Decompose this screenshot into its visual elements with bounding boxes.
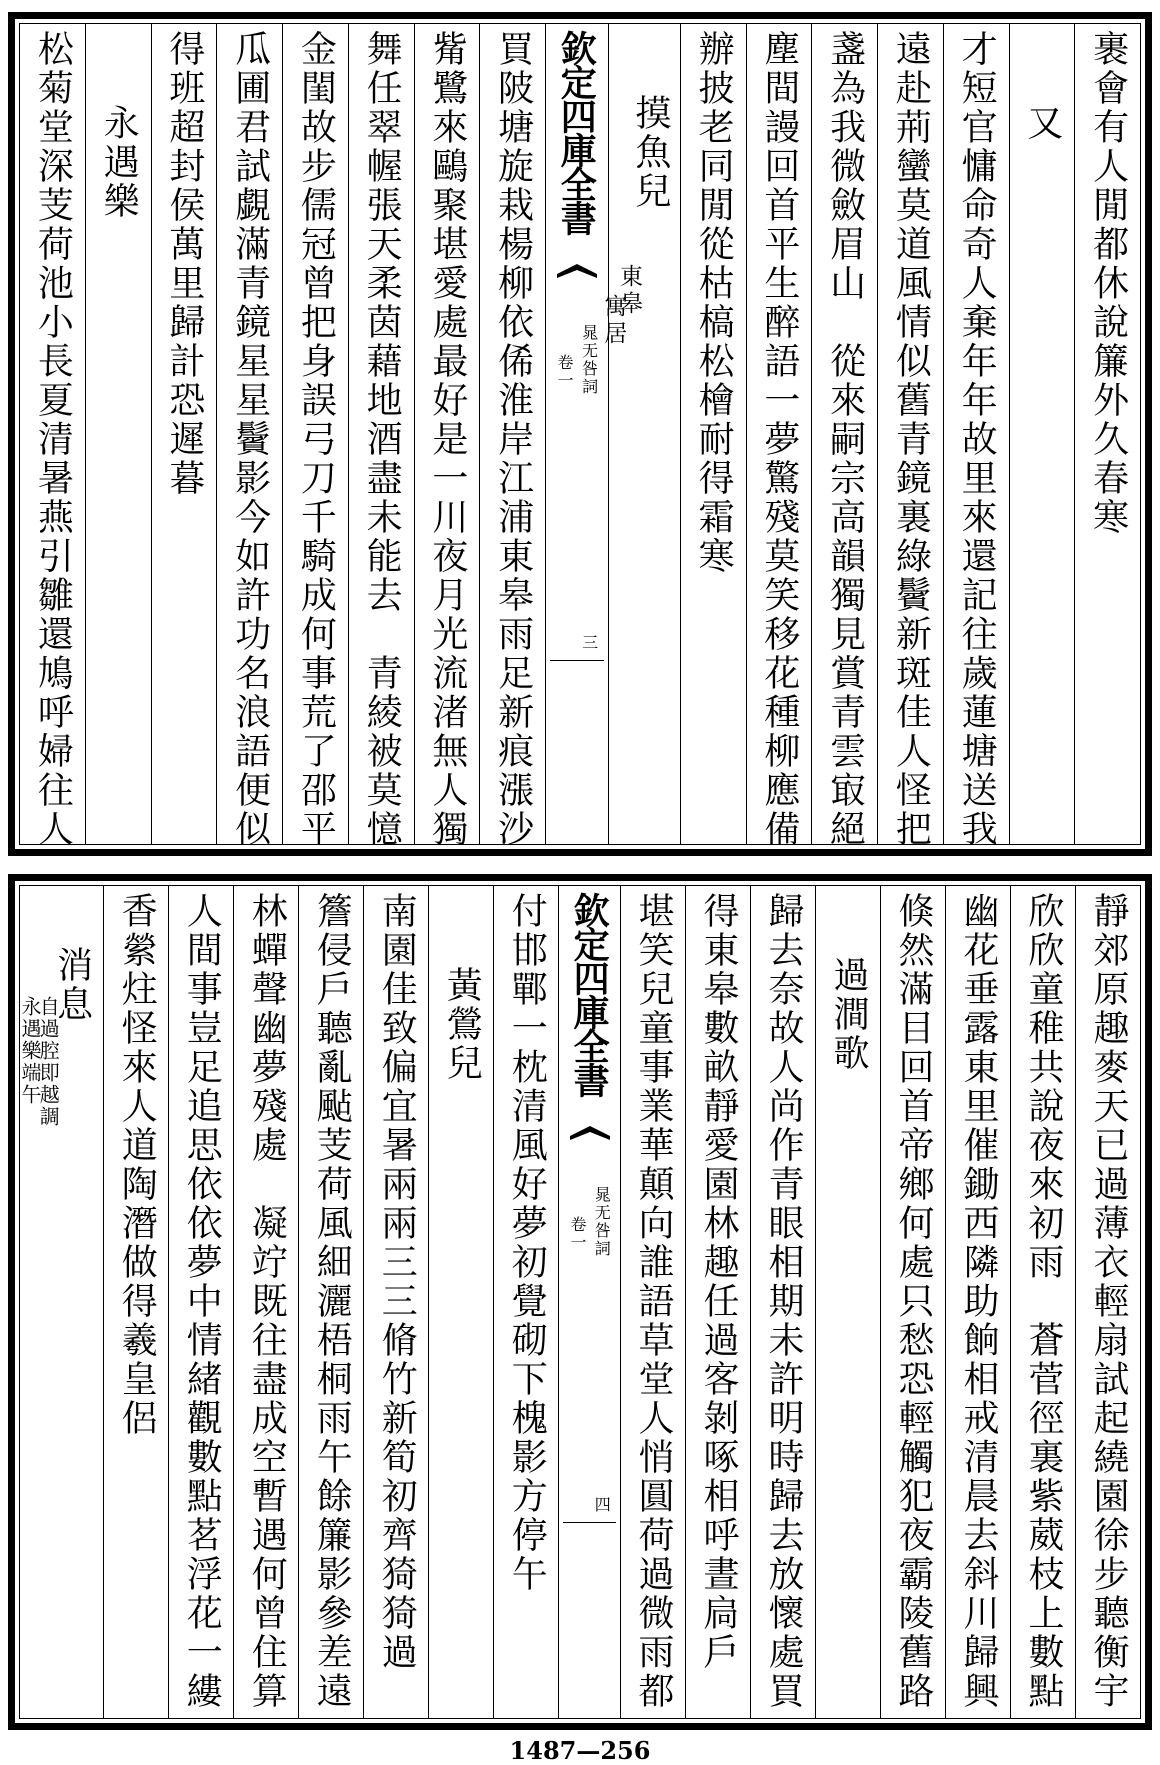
column-text: 幽花垂露東里催鋤西隣助餉相戒清晨去斜川歸興: [958, 892, 999, 1711]
book-meta: 卷一: [554, 354, 574, 390]
text-column: [1074, 24, 1140, 844]
page-number: 四: [592, 1496, 612, 1514]
fish-tail-mark-icon: [570, 1124, 610, 1154]
column-text: 又: [1021, 104, 1063, 143]
tune-title: 消息: [51, 946, 93, 1024]
tune-title: 永遇樂: [98, 104, 140, 221]
text-column: [1009, 24, 1075, 844]
book-meta: 晁无咎詞: [592, 1186, 612, 1258]
column-text: 倏然滿目回首帝鄉何處只愁恐輕觸犯夜霸陵舊路: [893, 892, 934, 1711]
text-column: [750, 886, 815, 1718]
text-column: [20, 24, 85, 849]
column-text: 堪笑兒童事業華顛向誰語草堂人悄圓荷過微雨都: [633, 892, 674, 1711]
tune-title-column: [600, 24, 680, 844]
column-text: 買陂塘旋栽楊柳依俙淮岸江浦東皋雨足新痕漲沙: [492, 30, 534, 849]
column-text: 松菊堂深芰荷池小長夏清暑燕引雛還鳩呼婦往人: [32, 30, 74, 849]
text-column: [85, 24, 151, 844]
column-text: 人間事豈足追思依依夢中情緒觀數點茗浮花一縷: [181, 892, 223, 1711]
text-column: [414, 24, 480, 849]
text-column: [168, 886, 233, 1718]
text-column: [880, 886, 945, 1718]
column-text: 盞為我微斂眉山 從來嗣宗高韻獨見賞青雲㝡絕: [824, 30, 866, 849]
text-column: [680, 24, 746, 844]
column-text: 金閨故步儒冠曾把身誤弓刀千騎成何事荒了邵平: [295, 30, 337, 849]
text-column: [1010, 886, 1075, 1718]
column-text: 欣欣童稚共說夜來初雨 蒼菅徑裏紫葳枝上數點: [1023, 892, 1064, 1711]
text-column: [298, 886, 363, 1718]
column-text: 歸去奈故人尚作青眼相期未許明時歸去放懷處買: [763, 892, 804, 1711]
column-text: 觜鷺來鷗聚堪愛處最好是一川夜月光流渚無人獨: [426, 30, 468, 849]
column-text: 簷侵戶聽亂颭芰荷風細灑梧桐雨午餘簾影參差遠: [311, 892, 353, 1711]
column-text: 林蟬聲幽夢殘處 凝竚既往盡成空暫遇何曾住算: [246, 892, 288, 1711]
text-column: [685, 886, 750, 1718]
tune-note: 自過腔即越調: [36, 996, 61, 1128]
book-spine-column: [558, 886, 620, 1718]
column-text: 靜郊原趣麥天已過薄衣輕扇試起繞園徐步聽衡宇: [1088, 892, 1129, 1711]
text-column: [620, 886, 685, 1718]
column-text: 遠赴荊蠻莫道風情似舊青鏡裏綠鬢新斑佳人怪把: [890, 30, 932, 849]
fish-tail-mark-icon: [557, 262, 597, 292]
column-text: 香縈炷怪來人道陶潛做得羲皇侶: [116, 892, 158, 1438]
tune-title-column: [17, 886, 103, 1718]
text-column: [233, 886, 298, 1718]
text-column: [216, 24, 282, 849]
column-text: 瓜圃君試覷滿青鏡星星鬢影今如許功名浪語便似: [229, 30, 271, 849]
book-title: 欽定四庫全書: [555, 30, 598, 234]
column-text: 得班超封侯萬里歸計恐遲暮: [163, 30, 205, 498]
column-text: 辦披老同閒從枯槁松檜耐得霜寒: [693, 30, 735, 576]
text-column: [815, 886, 880, 1718]
column-text: 塵間謾回首平生醉語一夢驚殘莫笑移花種柳應備: [758, 30, 800, 849]
book-title: 欽定四庫全書: [568, 892, 611, 1096]
text-column: [493, 886, 558, 1718]
book-spine-column: [545, 24, 608, 844]
text-column: [479, 24, 545, 849]
text-column: [282, 24, 348, 849]
text-column: [363, 886, 428, 1718]
tune-note: 永遇樂端午: [17, 996, 42, 1106]
text-column: [1075, 886, 1140, 1718]
text-column: [811, 24, 877, 849]
spine-bar: [550, 660, 604, 661]
page-number: 三: [579, 634, 599, 652]
column-text: 裹會有人閒都休說簾外久春寒: [1087, 30, 1129, 537]
tune-title: 過澗歌: [828, 956, 869, 1073]
book-meta: 晁无咎詞: [579, 324, 599, 396]
text-column: [943, 24, 1009, 849]
text-column: [348, 24, 414, 849]
catalog-number: 1487—256: [509, 1736, 651, 1765]
text-column: [428, 886, 493, 1718]
column-text: 付邯鄲一枕清風好夢初覺砌下槐影方停午: [506, 892, 548, 1594]
text-column: [746, 24, 812, 849]
column-text: 舞任翠幄張天柔茵藉地酒盡未能去 青綾被莫憶: [361, 30, 403, 849]
column-text: 才短官慵命奇人棄年年故里來還記往歲蓮塘送我: [956, 30, 998, 849]
column-text: 得東皋數畝靜愛園林趣任過客剝啄相呼晝扃戶: [698, 892, 739, 1672]
bottom-page: [8, 874, 1152, 1730]
bottom-page-frame: [19, 885, 1141, 1719]
book-meta: 卷一: [567, 1216, 587, 1252]
text-column: [877, 24, 943, 849]
tune-subtitle: 寓居: [600, 294, 627, 348]
top-page-frame: [19, 23, 1141, 849]
text-column: [103, 886, 168, 1718]
column-text: 南園佳致偏宜暑兩兩三三脩竹新筍初齊猗猗過: [376, 892, 418, 1672]
tune-title: 摸魚兒: [629, 94, 671, 211]
tune-subtitle: 東皋: [615, 264, 642, 318]
spine-bar: [563, 1522, 616, 1523]
text-column: [945, 886, 1010, 1718]
tune-title: 黃鶯兒: [441, 966, 483, 1083]
text-column: [151, 24, 217, 844]
top-page: [8, 12, 1152, 856]
